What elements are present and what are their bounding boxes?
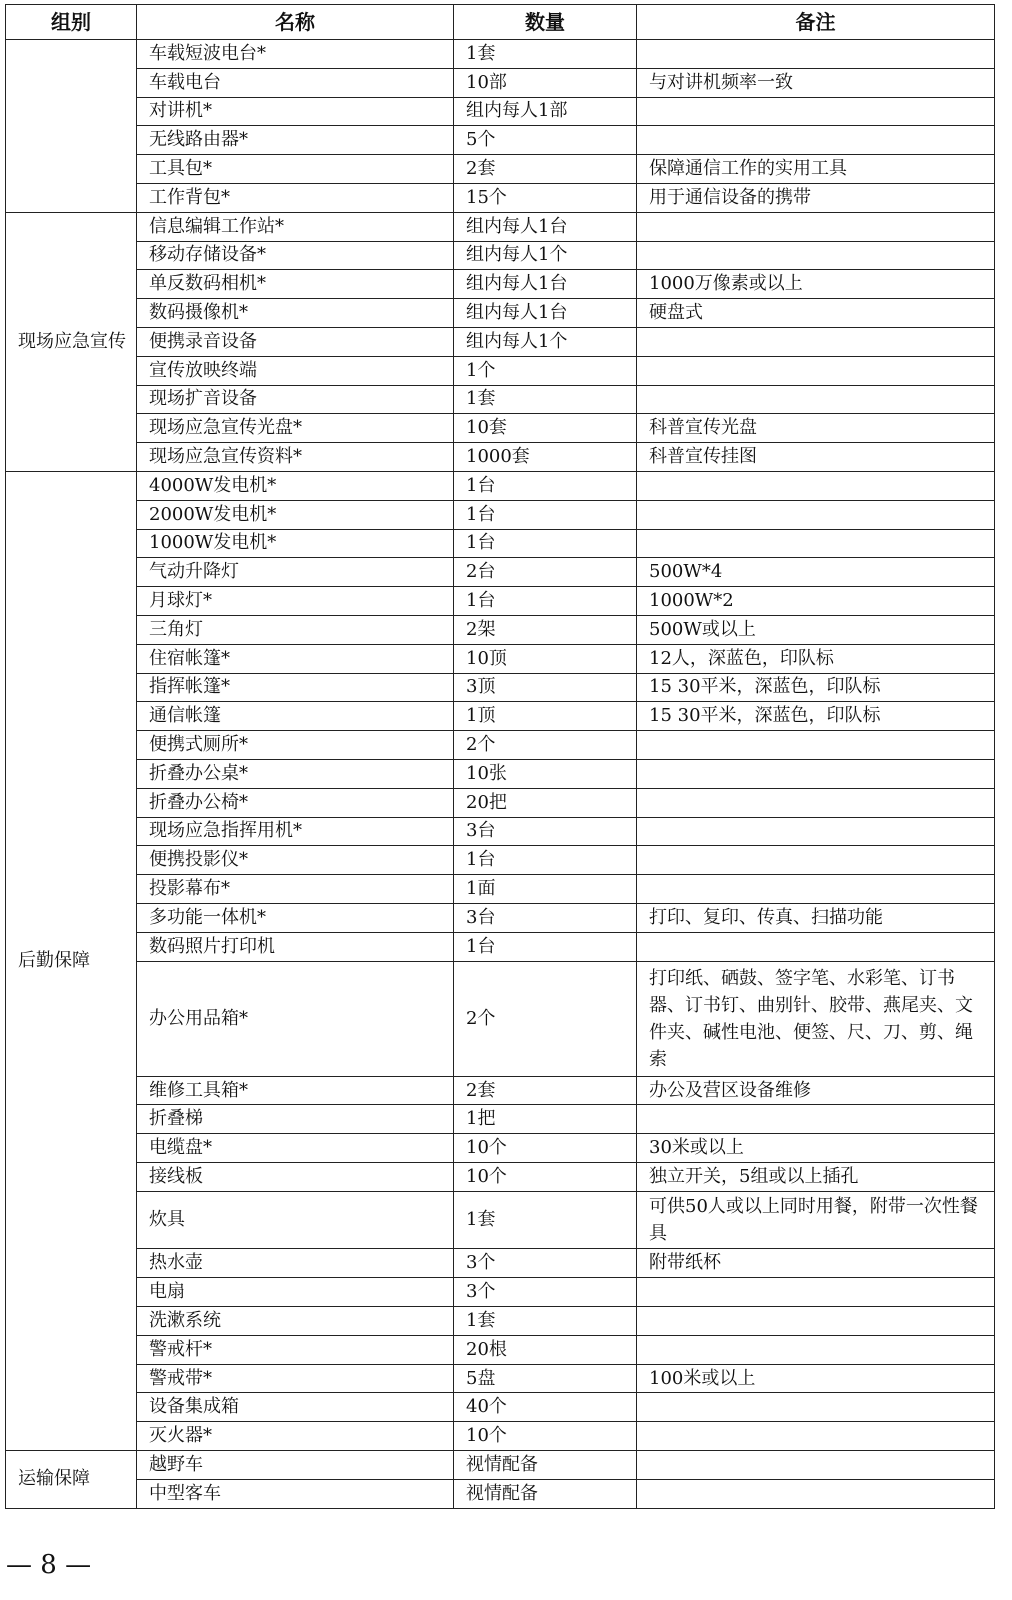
item-note-cell [637, 846, 995, 875]
table-row [6, 97, 995, 126]
item-note-cell [637, 932, 995, 961]
item-name-cell: 办公用品箱* [137, 961, 454, 1076]
item-note-cell: 30米或以上 [637, 1134, 995, 1163]
item-note-cell: 办公及营区设备维修 [637, 1076, 995, 1105]
item-note-cell [637, 1335, 995, 1364]
header-note: 备注 [637, 5, 995, 40]
item-name-cell: 车载电台 [137, 68, 454, 97]
table-row [6, 40, 995, 69]
item-name-cell: 维修工具箱* [137, 1076, 454, 1105]
item-quantity-cell: 1套 [454, 1307, 637, 1336]
item-note-cell [637, 731, 995, 760]
item-name-cell: 宣传放映终端 [137, 356, 454, 385]
item-quantity-cell: 2个 [454, 731, 637, 760]
item-quantity-cell: 5盘 [454, 1364, 637, 1393]
item-note-cell [637, 500, 995, 529]
item-name-cell: 对讲机* [137, 97, 454, 126]
table-row [6, 1105, 995, 1134]
item-quantity-cell: 3个 [454, 1249, 637, 1278]
table-row [6, 1249, 995, 1278]
item-name-cell: 便携录音设备 [137, 327, 454, 356]
table-row [6, 68, 995, 97]
item-note-cell: 打印、复印、传真、扫描功能 [637, 903, 995, 932]
table-row [6, 1364, 995, 1393]
item-note-cell: 打印纸、硒鼓、签字笔、水彩笔、订书器、订书钉、曲别针、胶带、燕尾夹、文件夹、碱性电池、便签、尺、刀、剪、绳索 [637, 961, 995, 1076]
table-row [6, 385, 995, 414]
item-quantity-cell: 1台 [454, 587, 637, 616]
table-row [6, 558, 995, 587]
table-row [6, 673, 995, 702]
header-group: 组别 [6, 5, 137, 40]
table-row [6, 1076, 995, 1105]
item-note-cell: 科普宣传挂图 [637, 443, 995, 472]
table-row [6, 1451, 995, 1480]
item-name-cell: 单反数码相机* [137, 270, 454, 299]
header-name: 名称 [137, 5, 454, 40]
table-row [6, 875, 995, 904]
item-note-cell [637, 356, 995, 385]
page-number: — 8 — [6, 1550, 92, 1580]
item-note-cell [637, 1278, 995, 1307]
item-quantity-cell: 组内每人1部 [454, 97, 637, 126]
item-name-cell: 中型客车 [137, 1479, 454, 1508]
item-name-cell: 现场扩音设备 [137, 385, 454, 414]
item-name-cell: 数码摄像机* [137, 299, 454, 328]
table-row [6, 615, 995, 644]
item-note-cell [637, 40, 995, 69]
item-quantity-cell: 2套 [454, 155, 637, 184]
item-name-cell: 数码照片打印机 [137, 932, 454, 961]
item-note-cell: 用于通信设备的携带 [637, 183, 995, 212]
item-note-cell: 15 30平米，深蓝色，印队标 [637, 702, 995, 731]
item-quantity-cell: 1000套 [454, 443, 637, 472]
item-name-cell: 移动存储设备* [137, 241, 454, 270]
item-note-cell: 1000万像素或以上 [637, 270, 995, 299]
item-name-cell: 住宿帐篷* [137, 644, 454, 673]
table-row [6, 1163, 995, 1192]
item-note-cell: 独立开关，5组或以上插孔 [637, 1163, 995, 1192]
item-name-cell: 便携式厕所* [137, 731, 454, 760]
item-quantity-cell: 10部 [454, 68, 637, 97]
item-quantity-cell: 40个 [454, 1393, 637, 1422]
item-note-cell [637, 875, 995, 904]
item-name-cell: 三角灯 [137, 615, 454, 644]
item-quantity-cell: 1台 [454, 846, 637, 875]
item-quantity-cell: 10个 [454, 1163, 637, 1192]
item-note-cell: 科普宣传光盘 [637, 414, 995, 443]
item-quantity-cell: 3台 [454, 817, 637, 846]
equipment-table [5, 4, 995, 1509]
item-quantity-cell: 3个 [454, 1278, 637, 1307]
item-note-cell [637, 212, 995, 241]
table-row [6, 500, 995, 529]
table-row [6, 932, 995, 961]
header-row [6, 5, 995, 40]
item-name-cell: 投影幕布* [137, 875, 454, 904]
table-row [6, 1393, 995, 1422]
item-quantity-cell: 20根 [454, 1335, 637, 1364]
item-quantity-cell: 2台 [454, 558, 637, 587]
item-quantity-cell: 1顶 [454, 702, 637, 731]
item-name-cell: 洗漱系统 [137, 1307, 454, 1336]
item-name-cell: 炊具 [137, 1191, 454, 1249]
item-quantity-cell: 1个 [454, 356, 637, 385]
table-row [6, 327, 995, 356]
item-name-cell: 4000W发电机* [137, 471, 454, 500]
item-note-cell [637, 97, 995, 126]
table-row [6, 414, 995, 443]
table-row [6, 587, 995, 616]
item-note-cell [637, 1451, 995, 1480]
item-note-cell [637, 1422, 995, 1451]
item-quantity-cell: 1套 [454, 40, 637, 69]
item-note-cell [637, 529, 995, 558]
item-note-cell: 1000W*2 [637, 587, 995, 616]
item-note-cell: 与对讲机频率一致 [637, 68, 995, 97]
item-name-cell: 折叠办公椅* [137, 788, 454, 817]
table-row [6, 529, 995, 558]
item-name-cell: 便携投影仪* [137, 846, 454, 875]
table-row [6, 155, 995, 184]
item-name-cell: 月球灯* [137, 587, 454, 616]
table-row [6, 1479, 995, 1508]
item-name-cell: 无线路由器* [137, 126, 454, 155]
item-quantity-cell: 10套 [454, 414, 637, 443]
item-quantity-cell: 10张 [454, 759, 637, 788]
item-note-cell [637, 1393, 995, 1422]
table-row [6, 1278, 995, 1307]
item-note-cell [637, 788, 995, 817]
item-note-cell [637, 385, 995, 414]
item-quantity-cell: 视情配备 [454, 1451, 637, 1480]
item-note-cell [637, 1479, 995, 1508]
item-quantity-cell: 1台 [454, 932, 637, 961]
table-body [6, 40, 995, 1509]
table-row [6, 183, 995, 212]
table-row [6, 471, 995, 500]
group-cell: 运输保障 [6, 1451, 137, 1509]
item-note-cell: 500W或以上 [637, 615, 995, 644]
item-quantity-cell: 10个 [454, 1134, 637, 1163]
item-note-cell: 可供50人或以上同时用餐，附带一次性餐具 [637, 1191, 995, 1249]
item-note-cell [637, 759, 995, 788]
item-name-cell: 灭火器* [137, 1422, 454, 1451]
table-row [6, 846, 995, 875]
item-name-cell: 多功能一体机* [137, 903, 454, 932]
table-row [6, 644, 995, 673]
item-quantity-cell: 1台 [454, 529, 637, 558]
table-row [6, 356, 995, 385]
table-row [6, 443, 995, 472]
item-quantity-cell: 10个 [454, 1422, 637, 1451]
item-quantity-cell: 5个 [454, 126, 637, 155]
item-quantity-cell: 1台 [454, 471, 637, 500]
item-name-cell: 车载短波电台* [137, 40, 454, 69]
item-name-cell: 设备集成箱 [137, 1393, 454, 1422]
item-note-cell: 12人，深蓝色，印队标 [637, 644, 995, 673]
header-quantity: 数量 [454, 5, 637, 40]
item-note-cell: 保障通信工作的实用工具 [637, 155, 995, 184]
item-quantity-cell: 2套 [454, 1076, 637, 1105]
table-row [6, 702, 995, 731]
item-quantity-cell: 组内每人1个 [454, 327, 637, 356]
item-quantity-cell: 10顶 [454, 644, 637, 673]
item-name-cell: 指挥帐篷* [137, 673, 454, 702]
item-quantity-cell: 组内每人1台 [454, 270, 637, 299]
item-name-cell: 现场应急宣传光盘* [137, 414, 454, 443]
table-row [6, 1134, 995, 1163]
item-quantity-cell: 1面 [454, 875, 637, 904]
item-name-cell: 警戒带* [137, 1364, 454, 1393]
item-name-cell: 折叠办公桌* [137, 759, 454, 788]
item-quantity-cell: 2个 [454, 961, 637, 1076]
table-row [6, 1335, 995, 1364]
item-name-cell: 接线板 [137, 1163, 454, 1192]
item-quantity-cell: 1套 [454, 385, 637, 414]
item-quantity-cell: 组内每人1个 [454, 241, 637, 270]
item-note-cell: 硬盘式 [637, 299, 995, 328]
group-cell: 现场应急宣传 [6, 212, 137, 471]
item-quantity-cell: 20把 [454, 788, 637, 817]
item-note-cell [637, 327, 995, 356]
item-name-cell: 折叠梯 [137, 1105, 454, 1134]
item-name-cell: 现场应急指挥用机* [137, 817, 454, 846]
item-note-cell: 15 30平米，深蓝色，印队标 [637, 673, 995, 702]
item-name-cell: 2000W发电机* [137, 500, 454, 529]
item-name-cell: 警戒杆* [137, 1335, 454, 1364]
item-note-cell: 500W*4 [637, 558, 995, 587]
item-quantity-cell: 1把 [454, 1105, 637, 1134]
item-quantity-cell: 2架 [454, 615, 637, 644]
table-row [6, 270, 995, 299]
item-quantity-cell: 组内每人1台 [454, 212, 637, 241]
item-name-cell: 工具包* [137, 155, 454, 184]
item-note-cell [637, 126, 995, 155]
table-row [6, 788, 995, 817]
item-note-cell: 100米或以上 [637, 1364, 995, 1393]
table-row [6, 903, 995, 932]
item-quantity-cell: 组内每人1台 [454, 299, 637, 328]
table-row [6, 817, 995, 846]
group-cell [6, 40, 137, 213]
item-quantity-cell: 3台 [454, 903, 637, 932]
item-quantity-cell: 1套 [454, 1191, 637, 1249]
item-quantity-cell: 15个 [454, 183, 637, 212]
item-name-cell: 热水壶 [137, 1249, 454, 1278]
item-name-cell: 通信帐篷 [137, 702, 454, 731]
item-note-cell [637, 1307, 995, 1336]
item-quantity-cell: 3顶 [454, 673, 637, 702]
item-quantity-cell: 1台 [454, 500, 637, 529]
item-quantity-cell: 视情配备 [454, 1479, 637, 1508]
table-row [6, 1422, 995, 1451]
item-name-cell: 越野车 [137, 1451, 454, 1480]
item-note-cell [637, 471, 995, 500]
table-row [6, 299, 995, 328]
table-row [6, 759, 995, 788]
group-cell: 后勤保障 [6, 471, 137, 1450]
table-row [6, 126, 995, 155]
item-note-cell [637, 817, 995, 846]
table-row [6, 961, 995, 1076]
table-row [6, 1191, 995, 1249]
table-row [6, 731, 995, 760]
item-note-cell [637, 1105, 995, 1134]
item-name-cell: 信息编辑工作站* [137, 212, 454, 241]
item-name-cell: 现场应急宣传资料* [137, 443, 454, 472]
item-note-cell [637, 241, 995, 270]
item-name-cell: 1000W发电机* [137, 529, 454, 558]
item-note-cell: 附带纸杯 [637, 1249, 995, 1278]
table-row [6, 1307, 995, 1336]
table-row [6, 241, 995, 270]
table-row [6, 212, 995, 241]
item-name-cell: 电扇 [137, 1278, 454, 1307]
item-name-cell: 气动升降灯 [137, 558, 454, 587]
item-name-cell: 工作背包* [137, 183, 454, 212]
item-name-cell: 电缆盘* [137, 1134, 454, 1163]
